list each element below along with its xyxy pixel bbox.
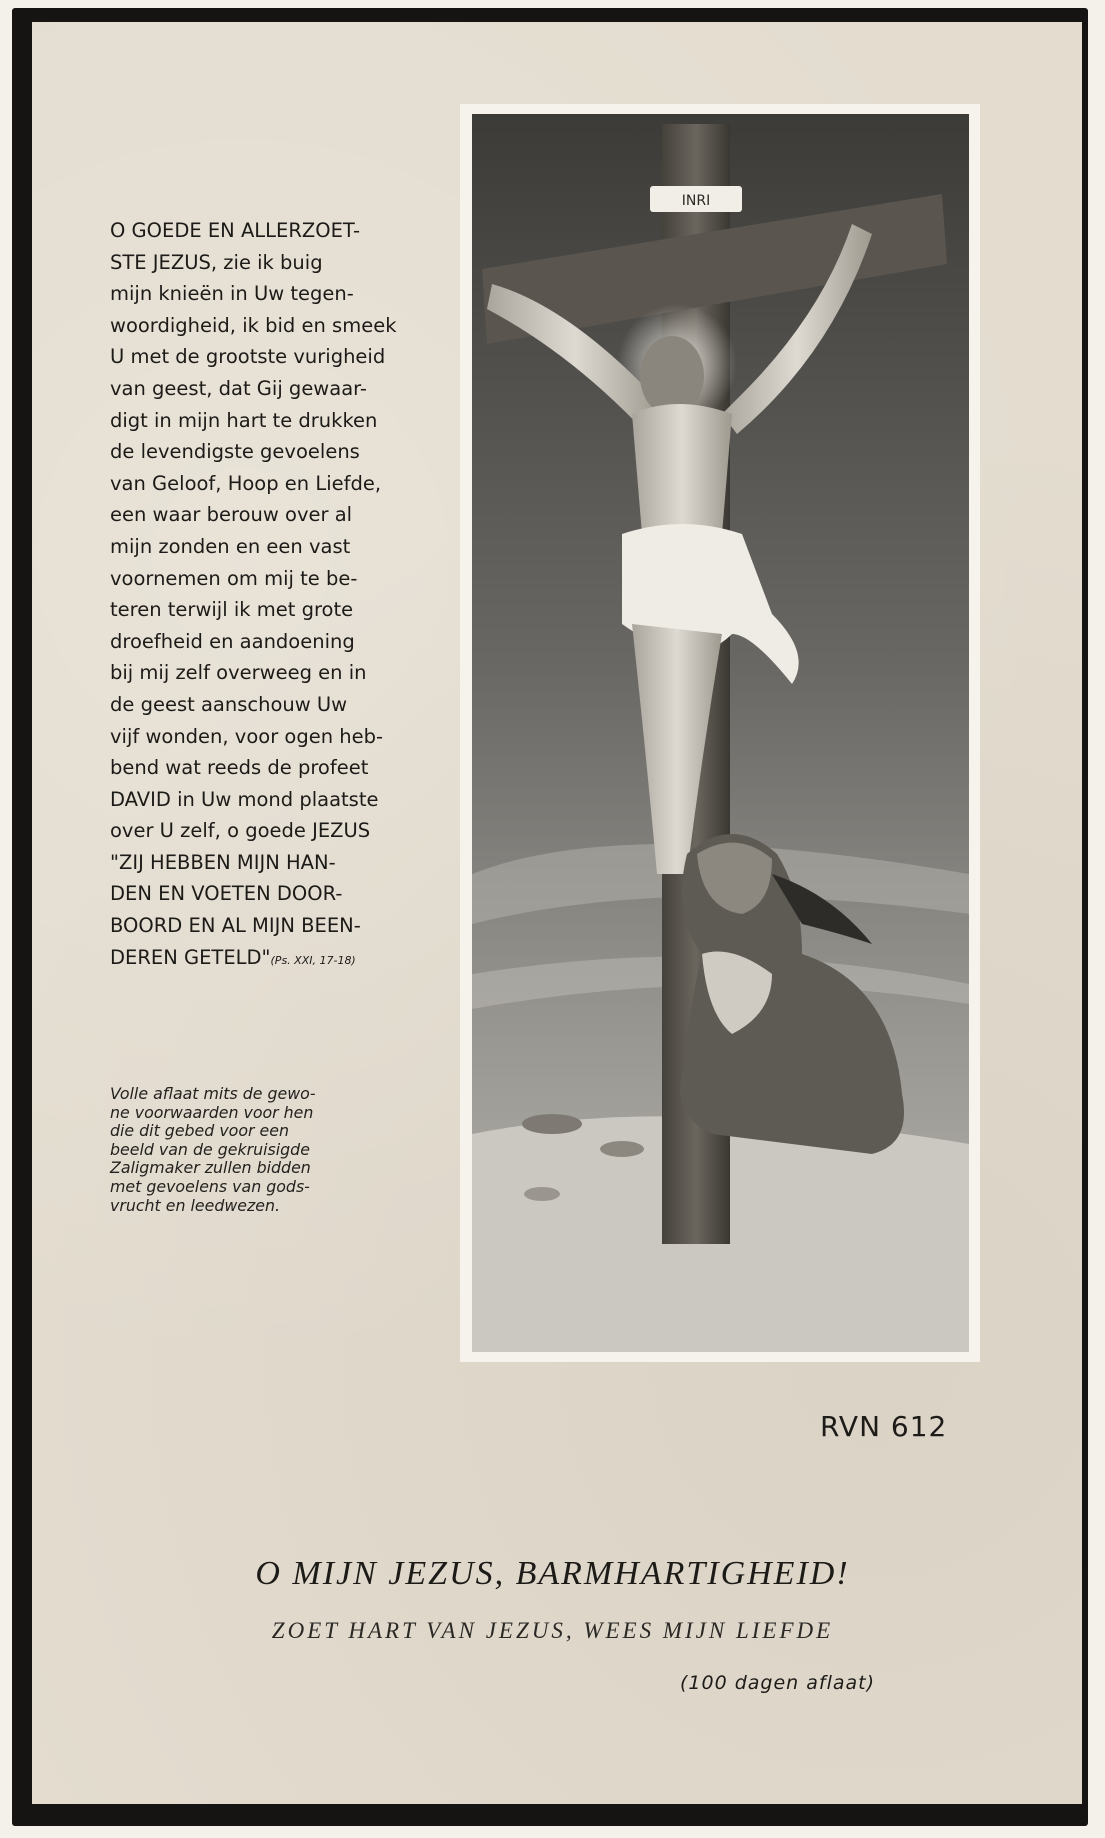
prayer-line: de levendigste gevoelens bbox=[110, 440, 360, 464]
head bbox=[640, 336, 704, 416]
prayer-line: mijn zonden en een vast bbox=[110, 534, 351, 558]
prayer-line: bend wat reeds de profeet bbox=[110, 756, 369, 780]
prayer-line: DEREN GETELD" bbox=[110, 945, 271, 969]
crucifixion-image bbox=[460, 104, 980, 1362]
prayer-line: STE JEZUS, zie ik buig bbox=[110, 250, 323, 274]
prayer-line: teren terwijl ik met grote bbox=[110, 598, 354, 622]
indulgence-line: Volle aflaat mits de gewo- bbox=[110, 1084, 316, 1103]
indulgence-line: Zaligmaker zullen bidden bbox=[110, 1158, 311, 1178]
prayer-line: mijn knieën in Uw tegen- bbox=[110, 282, 354, 306]
sacred-heart-invocation: ZOET HART VAN JEZUS, WEES MIJN LIEFDE bbox=[271, 1618, 834, 1643]
prayer-line: droefheid en aandoening bbox=[110, 629, 355, 653]
prayer-line: over U zelf, o goede JEZUS bbox=[110, 819, 371, 843]
prayer-line: bij mij zelf overweeg en in bbox=[110, 661, 367, 685]
prayer-line: DEN EN VOETEN DOOR- bbox=[110, 882, 343, 906]
print-code: RVN 612 bbox=[820, 1410, 948, 1443]
prayer-line: O GOEDE EN ALLERZOET- bbox=[110, 219, 361, 242]
inri-text: INRI bbox=[681, 193, 711, 209]
rock bbox=[524, 1187, 560, 1201]
prayer-text bbox=[110, 215, 410, 976]
prayer-line: woordigheid, ik bid en smeek bbox=[110, 313, 397, 337]
prayer-line: U met de grootste vurigheid bbox=[110, 345, 386, 369]
prayer-line: van geest, dat Gij gewaar- bbox=[110, 376, 367, 400]
prayer-line: "ZIJ HEBBEN MIJN HAN- bbox=[110, 850, 336, 874]
psalm-reference: (Ps. XXI, 17-18) bbox=[270, 953, 356, 967]
prayer-line: een waar berouw over al bbox=[110, 503, 353, 527]
indulgence-note bbox=[110, 1085, 420, 1215]
indulgence-days: (100 dagen aflaat) bbox=[680, 1672, 876, 1694]
prayer-line: vijf wonden, voor ogen heb- bbox=[110, 724, 384, 748]
torso bbox=[632, 404, 732, 544]
indulgence-line: met gevoelens van gods- bbox=[110, 1176, 310, 1196]
prayer-line: van Geloof, Hoop en Liefde, bbox=[110, 471, 382, 495]
indulgence-line: ne voorwaarden voor hen bbox=[110, 1102, 314, 1122]
prayer-line: voornemen om mij te be- bbox=[110, 566, 358, 590]
rock bbox=[522, 1114, 582, 1134]
crucifixion-illustration bbox=[472, 114, 969, 1352]
prayer-line-last bbox=[110, 942, 410, 977]
indulgence-line: vrucht en leedwezen. bbox=[110, 1195, 281, 1215]
indulgence-line: die dit gebed voor een bbox=[110, 1121, 289, 1141]
rock bbox=[600, 1141, 644, 1157]
exclamation-prayer: O MIJN JEZUS, BARMHARTIGHEID! bbox=[255, 1555, 850, 1592]
prayer-line: DAVID in Uw mond plaatste bbox=[110, 787, 379, 811]
indulgence-line: beeld van de gekruisigde bbox=[110, 1139, 310, 1159]
prayer-line: BOORD EN AL MIJN BEEN- bbox=[110, 914, 361, 938]
prayer-line: digt in mijn hart te drukken bbox=[110, 408, 378, 432]
prayer-line: de geest aanschouw Uw bbox=[110, 692, 348, 716]
